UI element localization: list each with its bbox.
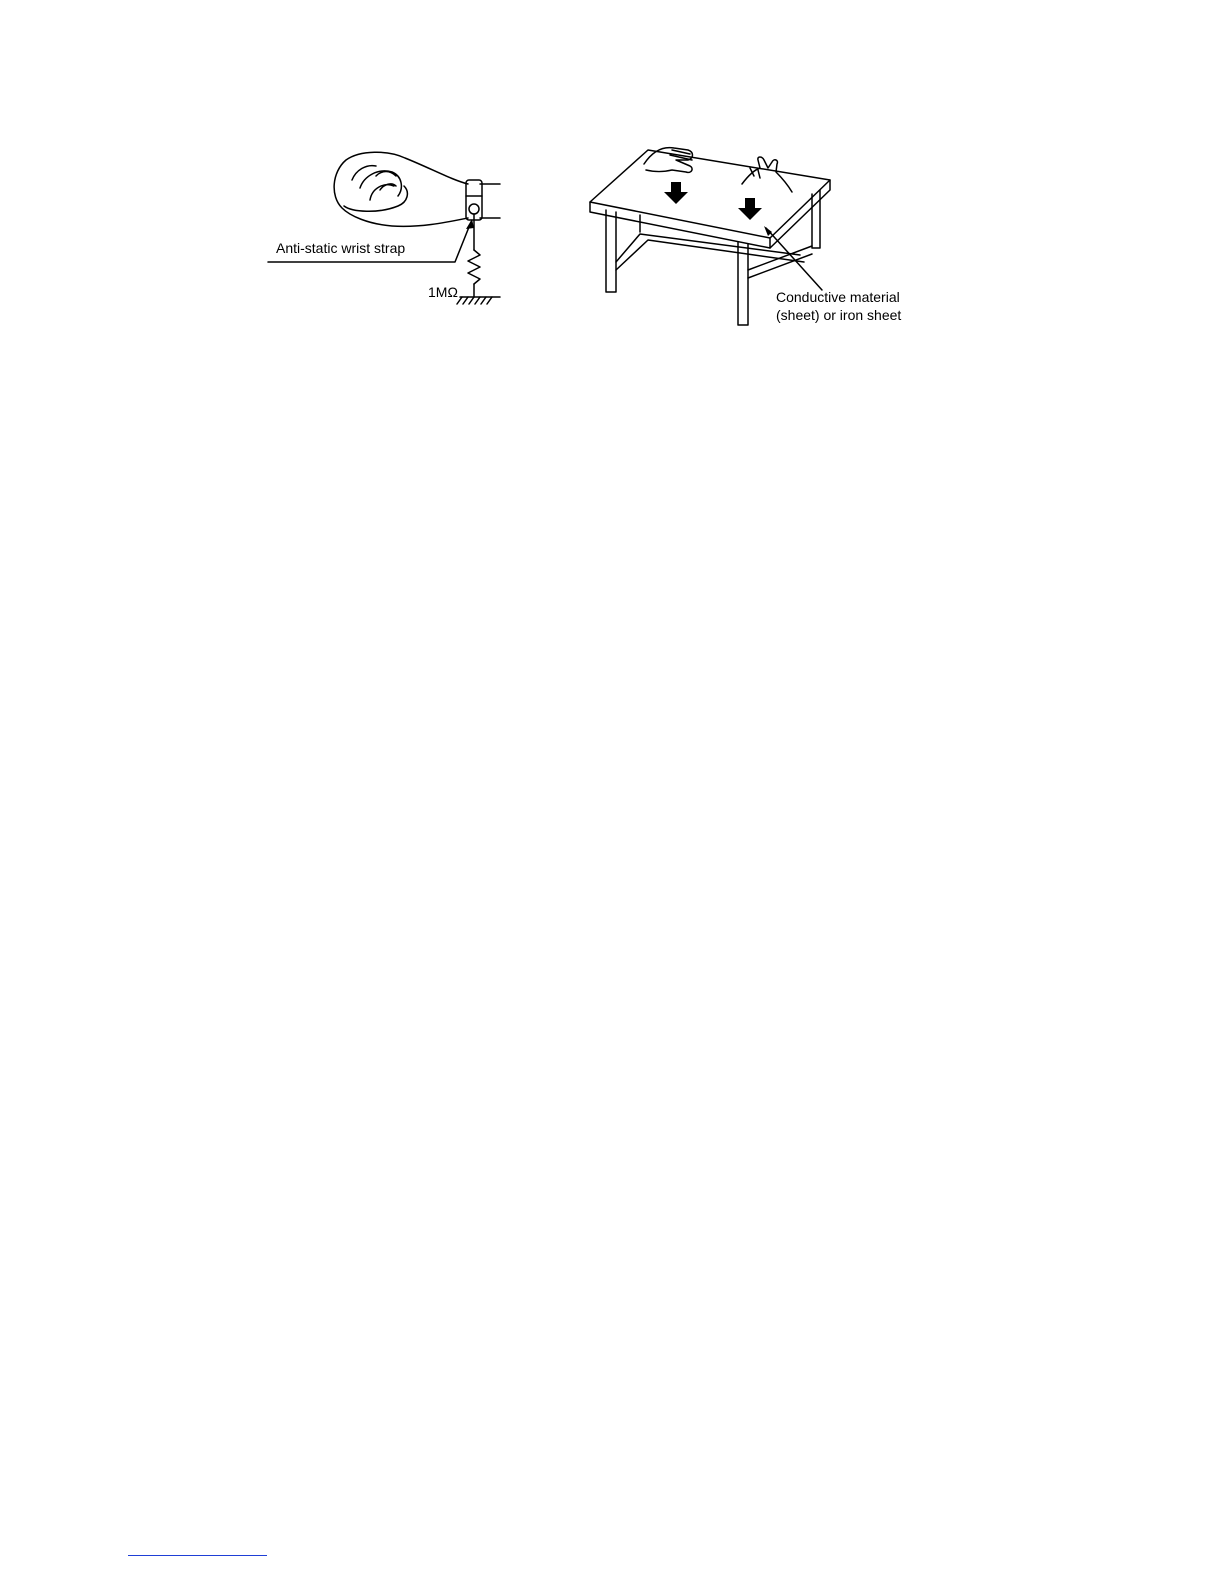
conductive-material-label-line1: Conductive material [776, 289, 900, 305]
esd-precautions-figure [0, 0, 1224, 360]
hand-with-wrist-strap-illustration [268, 152, 500, 304]
footer-rule [128, 1555, 267, 1556]
wrist-strap-label: Anti-static wrist strap [276, 240, 406, 256]
conductive-material-label-line2: (sheet) or iron sheet [776, 307, 902, 323]
resistor-value-label: 1MΩ [428, 284, 458, 300]
